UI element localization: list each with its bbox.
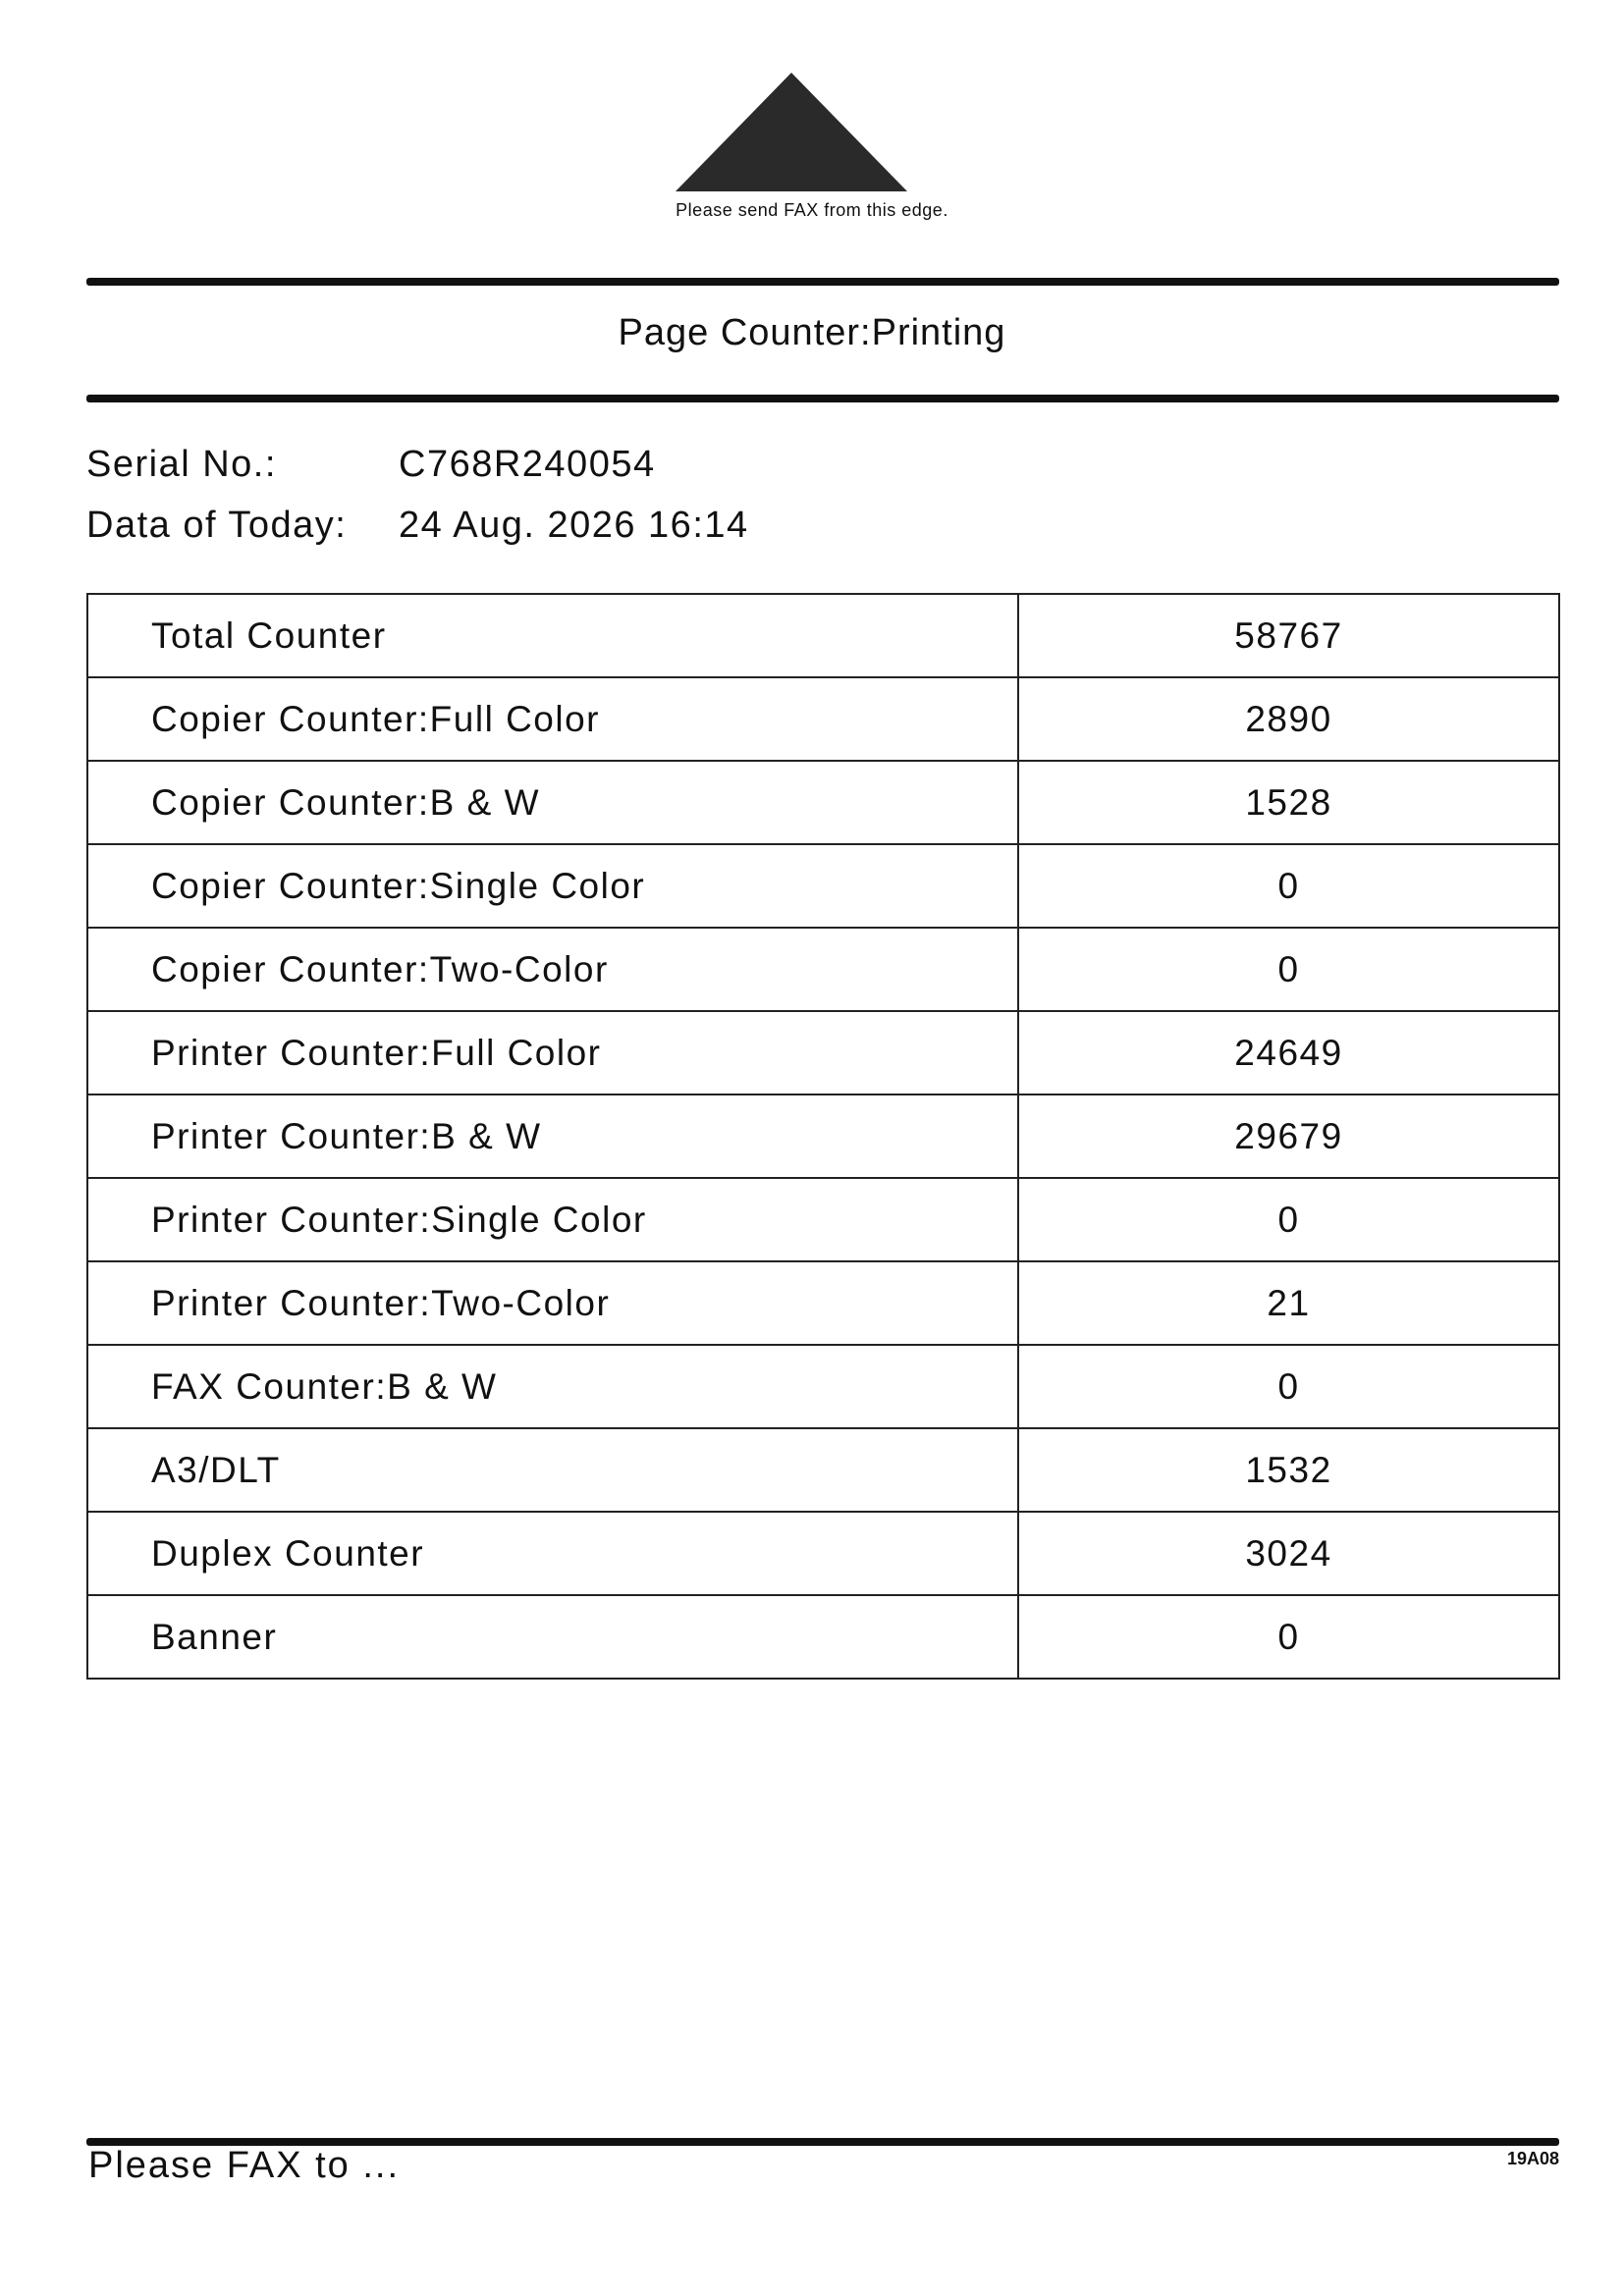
- counter-label: Copier Counter:Single Color: [87, 844, 1018, 928]
- report-date-row: [86, 505, 749, 547]
- table-row: [87, 1428, 1559, 1512]
- table-row: [87, 1345, 1559, 1428]
- table-row: [87, 1095, 1559, 1178]
- header-bottom-rule: [86, 395, 1559, 402]
- header-top-rule: [86, 278, 1559, 286]
- counter-value: 2890: [1018, 677, 1559, 761]
- form-code: 19A08: [1506, 2149, 1559, 2168]
- counter-value: 1532: [1018, 1428, 1559, 1512]
- table-row: [87, 594, 1559, 677]
- table-row: [87, 1178, 1559, 1261]
- counter-label: Total Counter: [87, 594, 1018, 677]
- counter-table: [86, 593, 1560, 1680]
- table-row: [87, 1011, 1559, 1095]
- counter-value: 0: [1018, 1178, 1559, 1261]
- counter-value: 1528: [1018, 761, 1559, 844]
- counter-value: 21: [1018, 1261, 1559, 1345]
- counter-label: Printer Counter:Single Color: [87, 1178, 1018, 1261]
- counter-label: Banner: [87, 1595, 1018, 1679]
- table-row: [87, 761, 1559, 844]
- serial-number-value: C768R240054: [399, 444, 656, 485]
- counter-value: 29679: [1018, 1095, 1559, 1178]
- counter-value: 24649: [1018, 1011, 1559, 1095]
- table-row: [87, 844, 1559, 928]
- report-date-label: Data of Today:: [86, 505, 348, 546]
- counter-value: 0: [1018, 1595, 1559, 1679]
- table-row: [87, 1261, 1559, 1345]
- counter-value: 3024: [1018, 1512, 1559, 1595]
- serial-number-label: Serial No.:: [86, 444, 277, 485]
- serial-number-row: [86, 444, 656, 486]
- table-row: [87, 928, 1559, 1011]
- fax-edge-note: Please send FAX from this edge.: [676, 200, 948, 220]
- counter-label: FAX Counter:B & W: [87, 1345, 1018, 1428]
- fax-to-text: Please FAX to ...: [88, 2145, 401, 2186]
- counter-label: A3/DLT: [87, 1428, 1018, 1512]
- counter-label: Copier Counter:Full Color: [87, 677, 1018, 761]
- table-row: [87, 1512, 1559, 1595]
- counter-label: Copier Counter:B & W: [87, 761, 1018, 844]
- counter-label: Printer Counter:Two-Color: [87, 1261, 1018, 1345]
- counter-label: Printer Counter:B & W: [87, 1095, 1018, 1178]
- counter-value: 0: [1018, 928, 1559, 1011]
- counter-value: 58767: [1018, 594, 1559, 677]
- counter-label: Printer Counter:Full Color: [87, 1011, 1018, 1095]
- counter-value: 0: [1018, 844, 1559, 928]
- fax-edge-triangle-icon: [676, 73, 907, 191]
- counter-label: Copier Counter:Two-Color: [87, 928, 1018, 1011]
- counter-label: Duplex Counter: [87, 1512, 1018, 1595]
- table-row: [87, 1595, 1559, 1679]
- page-title: Page Counter:Printing: [618, 312, 1006, 353]
- report-date-value: 24 Aug. 2026 16:14: [399, 505, 749, 546]
- table-row: [87, 677, 1559, 761]
- counter-value: 0: [1018, 1345, 1559, 1428]
